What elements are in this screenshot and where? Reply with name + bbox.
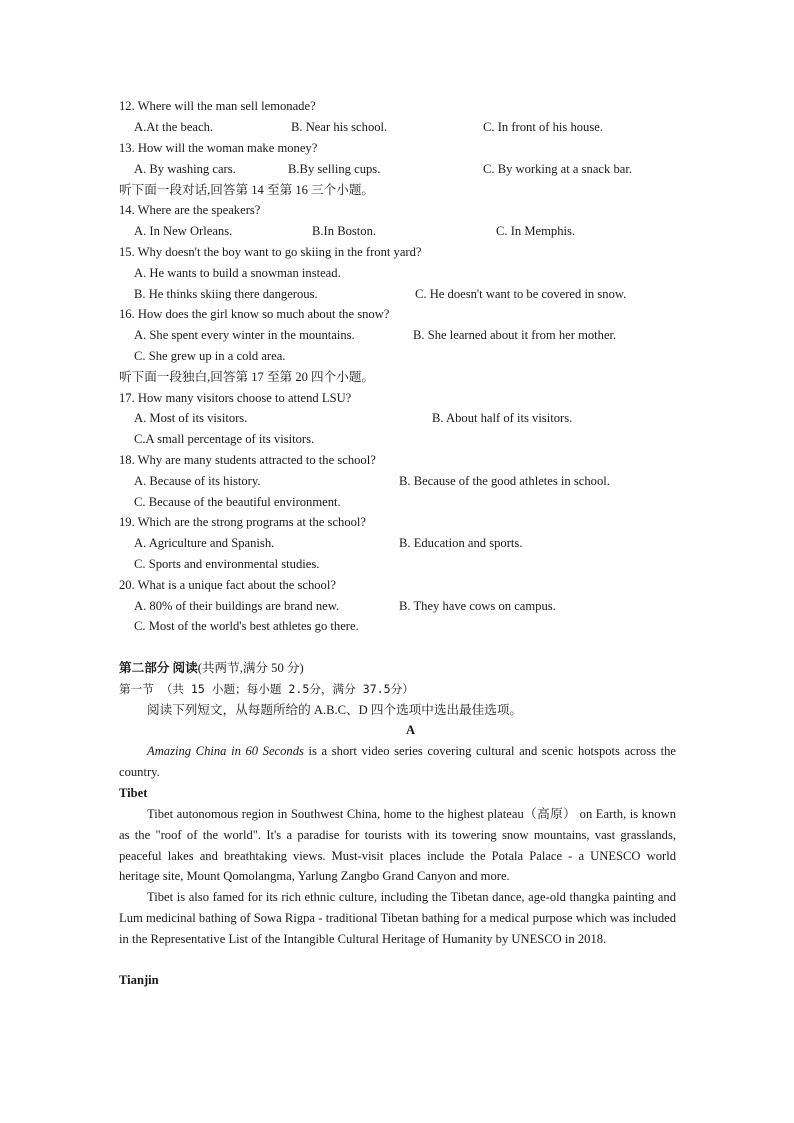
q13-option-b: B.By selling cups. [288,162,381,176]
q20-option-a: A. 80% of their buildings are brand new. [134,599,340,613]
q20-option-b: B. They have cows on campus. [399,599,556,613]
q12-option-a: A.At the beach. [134,120,214,134]
reading-instruction: 阅读下列短文，从每题所给的 A.B.C、D 四个选项中选出最佳选项。 [147,703,523,717]
question-12: 12. Where will the man sell lemonade? [119,99,316,113]
q16-option-c: C. She grew up in a cold area. [134,349,286,363]
q14-option-b: B.In Boston. [312,224,377,238]
tibet-paragraph-2: Tibet is also famed for its rich ethnic culture, including the Tibetan dance, age-old thangka painting and Lum medicinal bathing of Sowa Rigpa - traditional Tibetan bathing for a medical purpose which was included in the Representative List of the Intangible Cultural Heritage of Humanity by UNESCO in 2018. [119,890,676,946]
question-20: 20. What is a unique fact about the school? [119,578,336,592]
q19-option-a: A. Agriculture and Spanish. [134,536,275,550]
question-18: 18. Why are many students attracted to the school? [119,453,376,467]
passage-letter: A [406,723,416,737]
q18-option-a: A. Because of its history. [134,474,261,488]
intro-text: is a short video series covering cultural and scenic hotspots across the country. [119,744,676,779]
q14-option-c: C. In Memphis. [496,224,576,238]
q18-option-c: C. Because of the beautiful environment. [134,495,341,509]
q19-option-c: C. Sports and environmental studies. [134,557,320,571]
series-title: Amazing China in 60 Seconds [147,744,304,758]
listening-section-instruction: 听下面一段对话,回答第 14 至第 16 三个小题。 [119,183,375,197]
part-two-heading [119,660,304,676]
question-16: 16. How does the girl know so much about the snow? [119,307,390,321]
tibet-heading: Tibet [119,786,148,800]
question-17: 17. How many visitors choose to attend LSU? [119,391,352,405]
part-two-title: 第二部分 阅读 [119,661,198,675]
q18-option-b: B. Because of the good athletes in school. [399,474,610,488]
tibet-paragraph-1: Tibet autonomous region in Southwest China, home to the highest plateau（高原） on Earth, is known as the "roof of the world". It's a paradise for tourists with its towering snow mountains, vast grasslands, peaceful lakes and breathtaking views. Must-visit places include the Potala Palace - a UNESCO world heritage site, Mount Qomolangma, Yarlung Zangbo Grand Canyon and more. [119,807,676,884]
q16-option-b: B. She learned about it from her mother. [413,328,617,342]
question-14: 14. Where are the speakers? [119,203,261,217]
q16-option-a: A. She spent every winter in the mountains. [134,328,355,342]
q15-option-c: C. He doesn't want to be covered in snow. [415,287,627,301]
q15-option-b: B. He thinks skiing there dangerous. [134,287,318,301]
q12-option-c: C. In front of his house. [483,120,603,134]
q17-option-c: C.A small percentage of its visitors. [134,432,315,446]
q13-option-a: A. By washing cars. [134,162,236,176]
tianjin-heading: Tianjin [119,973,159,987]
q15-option-a: A. He wants to build a snowman instead. [134,266,341,280]
q17-option-a: A. Most of its visitors. [134,411,248,425]
passage-intro [119,741,676,783]
question-15: 15. Why doesn't the boy want to go skiing in the front yard? [119,245,422,259]
q19-option-b: B. Education and sports. [399,536,523,550]
q14-option-a: A. In New Orleans. [134,224,233,238]
q13-option-c: C. By working at a snack bar. [483,162,632,176]
q12-option-b: B. Near his school. [291,120,388,134]
q17-option-b: B. About half of its visitors. [432,411,573,425]
q20-option-c: C. Most of the world's best athletes go there. [134,619,359,633]
question-13: 13. How will the woman make money? [119,141,318,155]
part-two-score: (共两节,满分 50 分) [197,661,304,675]
section-one-header: 第一节 （共 15 小题；每小题 2.5分，满分 37.5分） [119,682,414,696]
question-19: 19. Which are the strong programs at the school? [119,515,367,529]
monologue-section-instruction: 听下面一段独白,回答第 17 至第 20 四个小题。 [119,370,375,384]
